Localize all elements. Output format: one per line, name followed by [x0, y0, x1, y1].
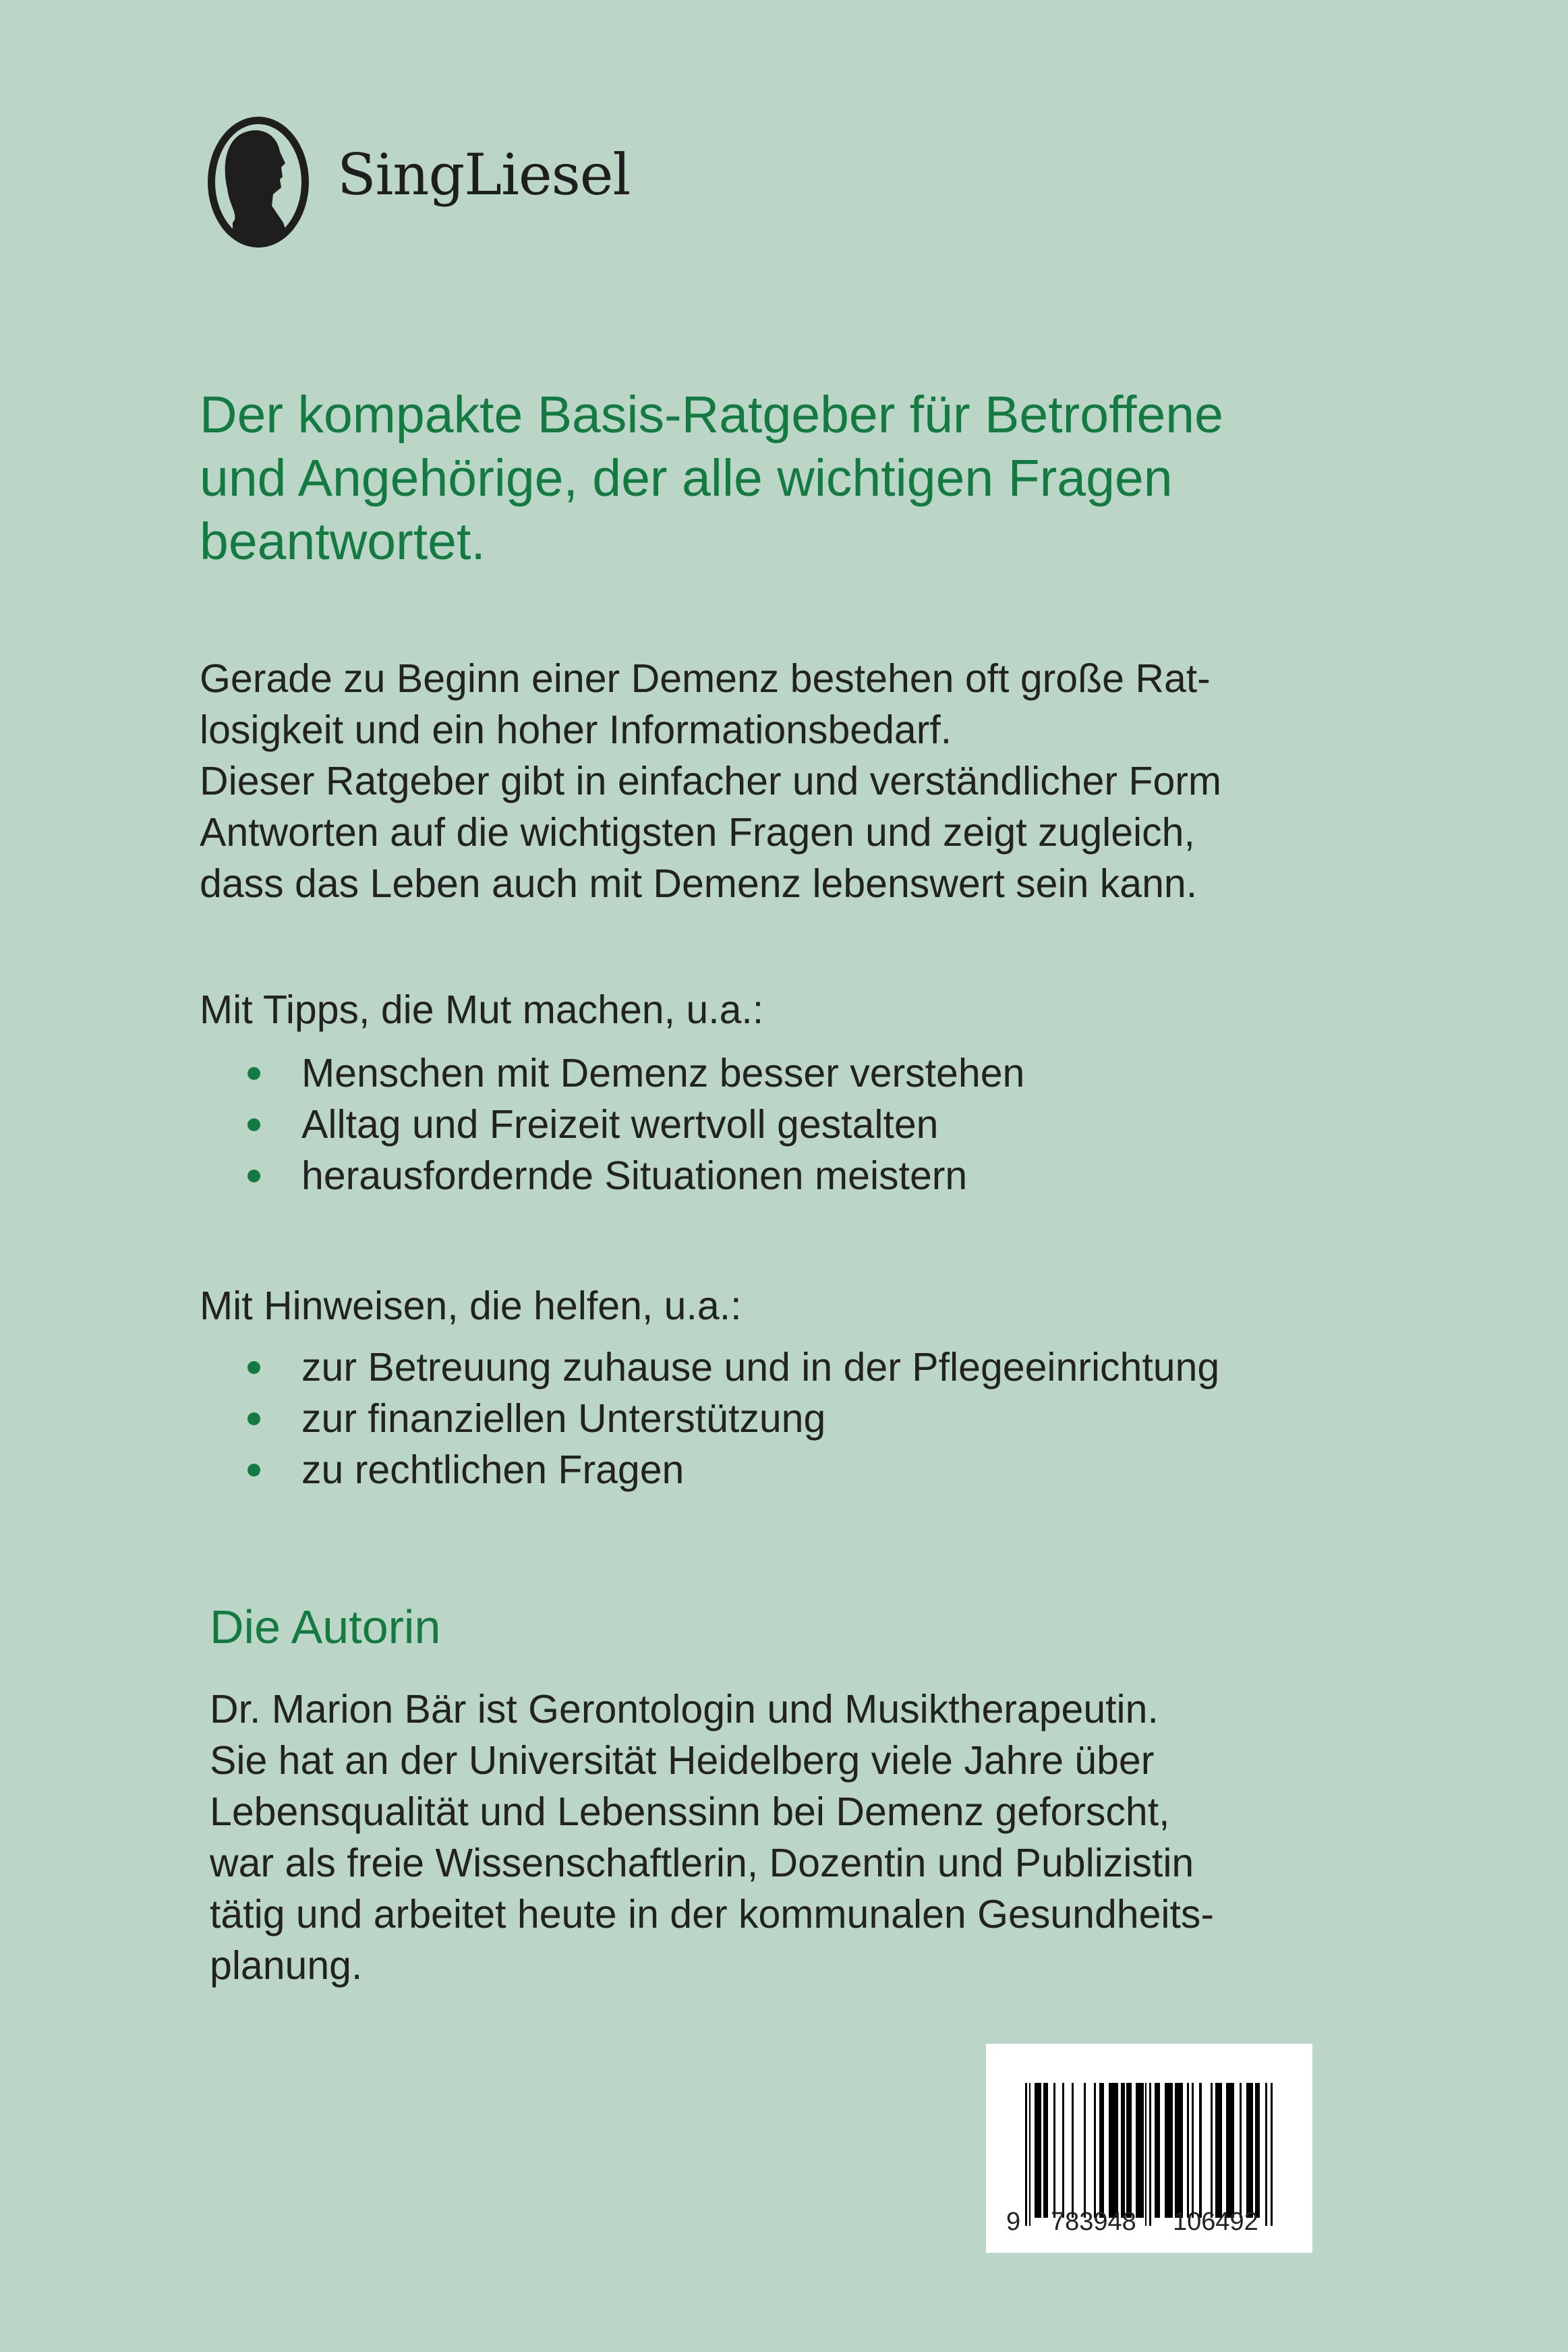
bio-line: Sie hat an der Universität Heidelberg viele Jahre über: [210, 1738, 1155, 1783]
author-heading: Die Autorin: [210, 1601, 441, 1653]
barcode-bar: [1149, 2083, 1151, 2226]
barcode-bar: [1025, 2083, 1027, 2226]
list-item: Menschen mit Demenz besser verstehen: [200, 1048, 1481, 1099]
barcode-digits: 783948: [1051, 2208, 1136, 2236]
bio-line: Lebensqualität und Lebenssinn bei Demenz geforscht,: [210, 1789, 1170, 1834]
barcode-bar: [1035, 2083, 1041, 2218]
barcode-bar: [1145, 2083, 1146, 2226]
barcode-bar: [1099, 2083, 1104, 2218]
bullet-icon: [248, 1464, 260, 1476]
barcode-bar: [1199, 2083, 1202, 2218]
barcode-bar: [1240, 2083, 1242, 2218]
bullet-icon: [248, 1412, 260, 1425]
hints-list: [200, 1342, 1481, 1495]
barcode-bar: [1029, 2083, 1030, 2226]
publisher-logo: [206, 115, 631, 256]
barcode-bar: [1136, 2083, 1144, 2218]
headline-line: und Angehörige, der alle wichtigen Fragen: [200, 449, 1173, 507]
barcode-bar: [1265, 2083, 1267, 2226]
list-item: Alltag und Freizeit wertvoll gestalten: [200, 1099, 1481, 1150]
bullet-icon: [248, 1361, 260, 1374]
barcode-bar: [1072, 2083, 1074, 2218]
tips-list: [200, 1048, 1481, 1201]
bullet-icon: [248, 1170, 260, 1182]
bullet-icon: [248, 1067, 260, 1080]
intro-paragraph: [200, 653, 1481, 909]
barcode-bar: [1211, 2083, 1213, 2218]
list-item: zur finanziellen Unterstützung: [200, 1393, 1481, 1444]
barcode-bar: [1165, 2083, 1173, 2218]
barcode-bar: [1155, 2083, 1160, 2218]
isbn-barcode: [986, 2044, 1312, 2253]
barcode-bar: [1094, 2083, 1096, 2218]
barcode-bar: [1255, 2083, 1260, 2218]
intro-line: dass das Leben auch mit Demenz lebenswert sein kann.: [200, 861, 1198, 906]
barcode-bar: [1271, 2083, 1273, 2226]
intro-line: Gerade zu Beginn einer Demenz bestehen oft große Rat-: [200, 656, 1211, 701]
barcode-bar: [1126, 2083, 1132, 2218]
bio-line: planung.: [210, 1943, 363, 1988]
headline-line: beantwortet.: [200, 513, 486, 571]
list-item: zu rechtlichen Fragen: [200, 1444, 1481, 1495]
hints-heading: Mit Hinweisen, die helfen, u.a.:: [200, 1284, 742, 1328]
publisher-name: SingLiesel: [337, 142, 631, 208]
barcode-bar: [1175, 2083, 1183, 2218]
bio-line: war als freie Wissenschaftlerin, Dozentin und Publizistin: [210, 1841, 1194, 1885]
barcode-bar: [1084, 2083, 1086, 2218]
barcode-bar: [1187, 2083, 1189, 2218]
bullet-icon: [248, 1118, 260, 1131]
barcode-bar: [1043, 2083, 1048, 2218]
headline-line: Der kompakte Basis-Ratgeber für Betroffene: [200, 386, 1223, 444]
bio-line: Dr. Marion Bär ist Gerontologin und Musiktherapeutin.: [210, 1687, 1159, 1731]
barcode-bars: [986, 2044, 1312, 2253]
barcode-bar: [1109, 2083, 1118, 2218]
barcode-digits: 106492: [1173, 2208, 1258, 2236]
headline: [200, 383, 1481, 573]
barcode-digit: 9: [1006, 2208, 1021, 2236]
silhouette-cameo-icon: [206, 115, 314, 250]
tips-heading: Mit Tipps, die Mut machen, u.a.:: [200, 987, 764, 1032]
barcode-bar: [1192, 2083, 1194, 2218]
barcode-bar: [1226, 2083, 1234, 2218]
barcode-bar: [1062, 2083, 1064, 2218]
intro-line: Dieser Ratgeber gibt in einfacher und verständlicher Form: [200, 759, 1222, 803]
intro-line: Antworten auf die wichtigsten Fragen und zeigt zugleich,: [200, 810, 1195, 855]
barcode-bar: [1215, 2083, 1222, 2218]
author-bio: [210, 1684, 1491, 1991]
bio-line: tätig und arbeitet heute in der kommunalen Gesundheits-: [210, 1892, 1215, 1937]
list-item: zur Betreuung zuhause und in der Pflegeeinrichtung: [200, 1342, 1481, 1393]
intro-line: losigkeit und ein hoher Informationsbedarf.: [200, 708, 952, 752]
barcode-bar: [1053, 2083, 1055, 2218]
list-item: herausfordernde Situationen meistern: [200, 1150, 1481, 1201]
barcode-bar: [1246, 2083, 1253, 2218]
barcode-bar: [1121, 2083, 1125, 2218]
